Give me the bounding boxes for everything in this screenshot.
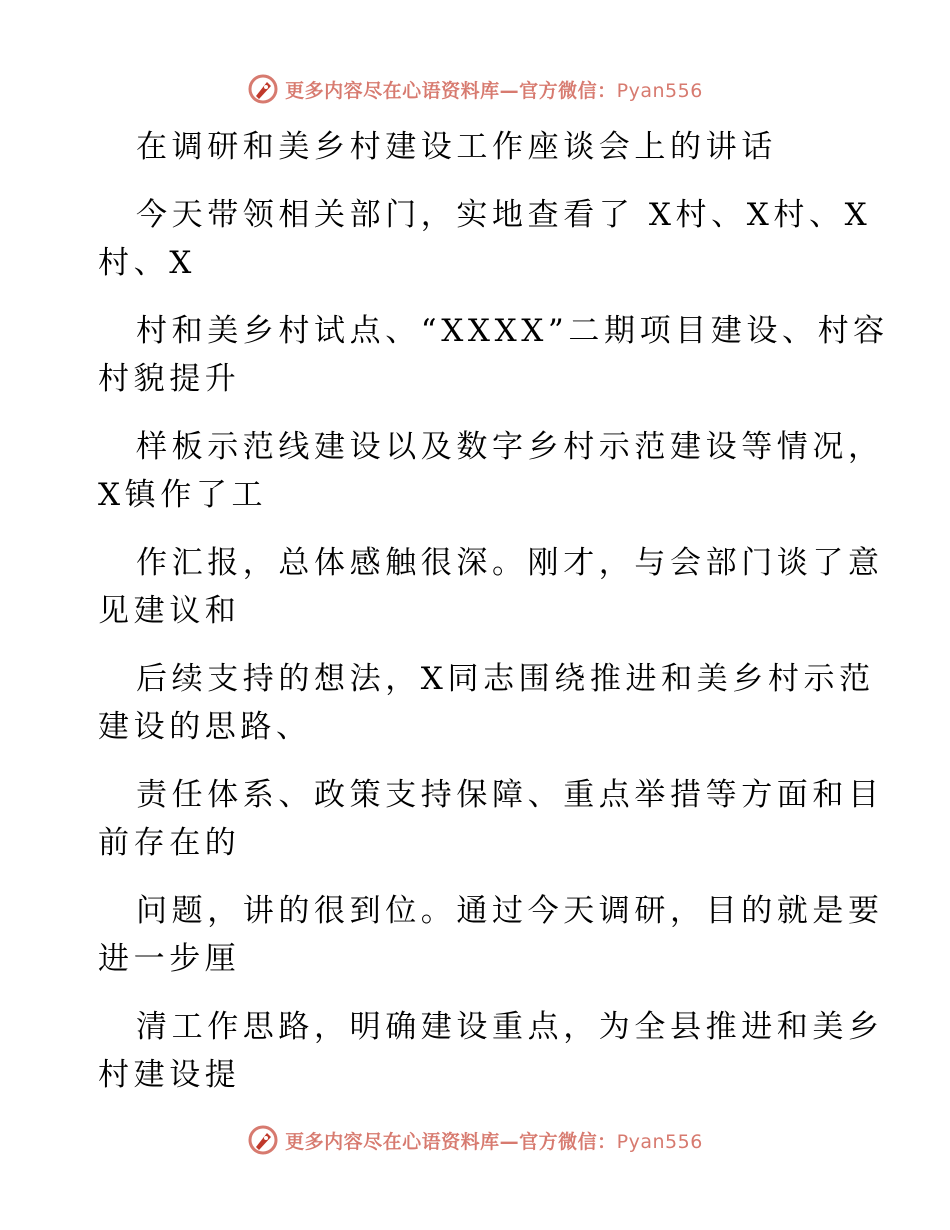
watermark-id: Pyan556 xyxy=(616,79,703,102)
paragraph-line: 清工作思路，明确建设重点，为全县推进和美乡 xyxy=(136,1009,884,1045)
paragraph-line: 样板示范线建设以及数字乡村示范建设等情况， xyxy=(136,429,884,465)
document-title: 在调研和美乡村建设工作座谈会上的讲话 xyxy=(136,129,777,165)
paragraph-line: 今天带领相关部门，实地查看了 X村、X村、X xyxy=(136,197,872,233)
paragraph-line: 村和美乡村试点、“XXXX”二期项目建设、村容 xyxy=(136,313,889,349)
watermark-text: 更多内容尽在心语资料库—官方微信：Pyan556 xyxy=(285,79,703,102)
paragraph-line: 作汇报，总体感触很深。刚才，与会部门谈了意 xyxy=(136,545,884,581)
paragraph-continuation-line: 村貌提升 xyxy=(98,361,241,397)
paragraph-continuation-line: 村建设提 xyxy=(98,1057,241,1093)
paragraph-continuation-line: X镇作了工 xyxy=(98,477,268,513)
footer-watermark xyxy=(0,1123,950,1157)
paragraph-line: 问题，讲的很到位。通过今天调研，目的就是要 xyxy=(136,893,884,929)
paragraph-line: 责任体系、政策支持保障、重点举措等方面和目 xyxy=(136,777,884,813)
watermark-text: 更多内容尽在心语资料库—官方微信：Pyan556 xyxy=(285,1130,703,1153)
paragraph-continuation-line: 村、X xyxy=(98,245,196,281)
paragraph-continuation-line: 进一步厘 xyxy=(98,941,241,977)
pen-nib-circle-icon xyxy=(247,1124,279,1156)
paragraph-line: 后续支持的想法，X同志围绕推进和美乡村示范 xyxy=(136,661,875,697)
paragraph-continuation-line: 前存在的 xyxy=(98,825,241,861)
pen-nib-circle-icon xyxy=(247,73,279,105)
paragraph-continuation-line: 见建议和 xyxy=(98,593,241,629)
document-body xyxy=(98,123,889,1099)
watermark-id: Pyan556 xyxy=(616,1130,703,1153)
header-watermark xyxy=(0,72,950,106)
paragraph-continuation-line: 建设的思路、 xyxy=(98,709,312,745)
